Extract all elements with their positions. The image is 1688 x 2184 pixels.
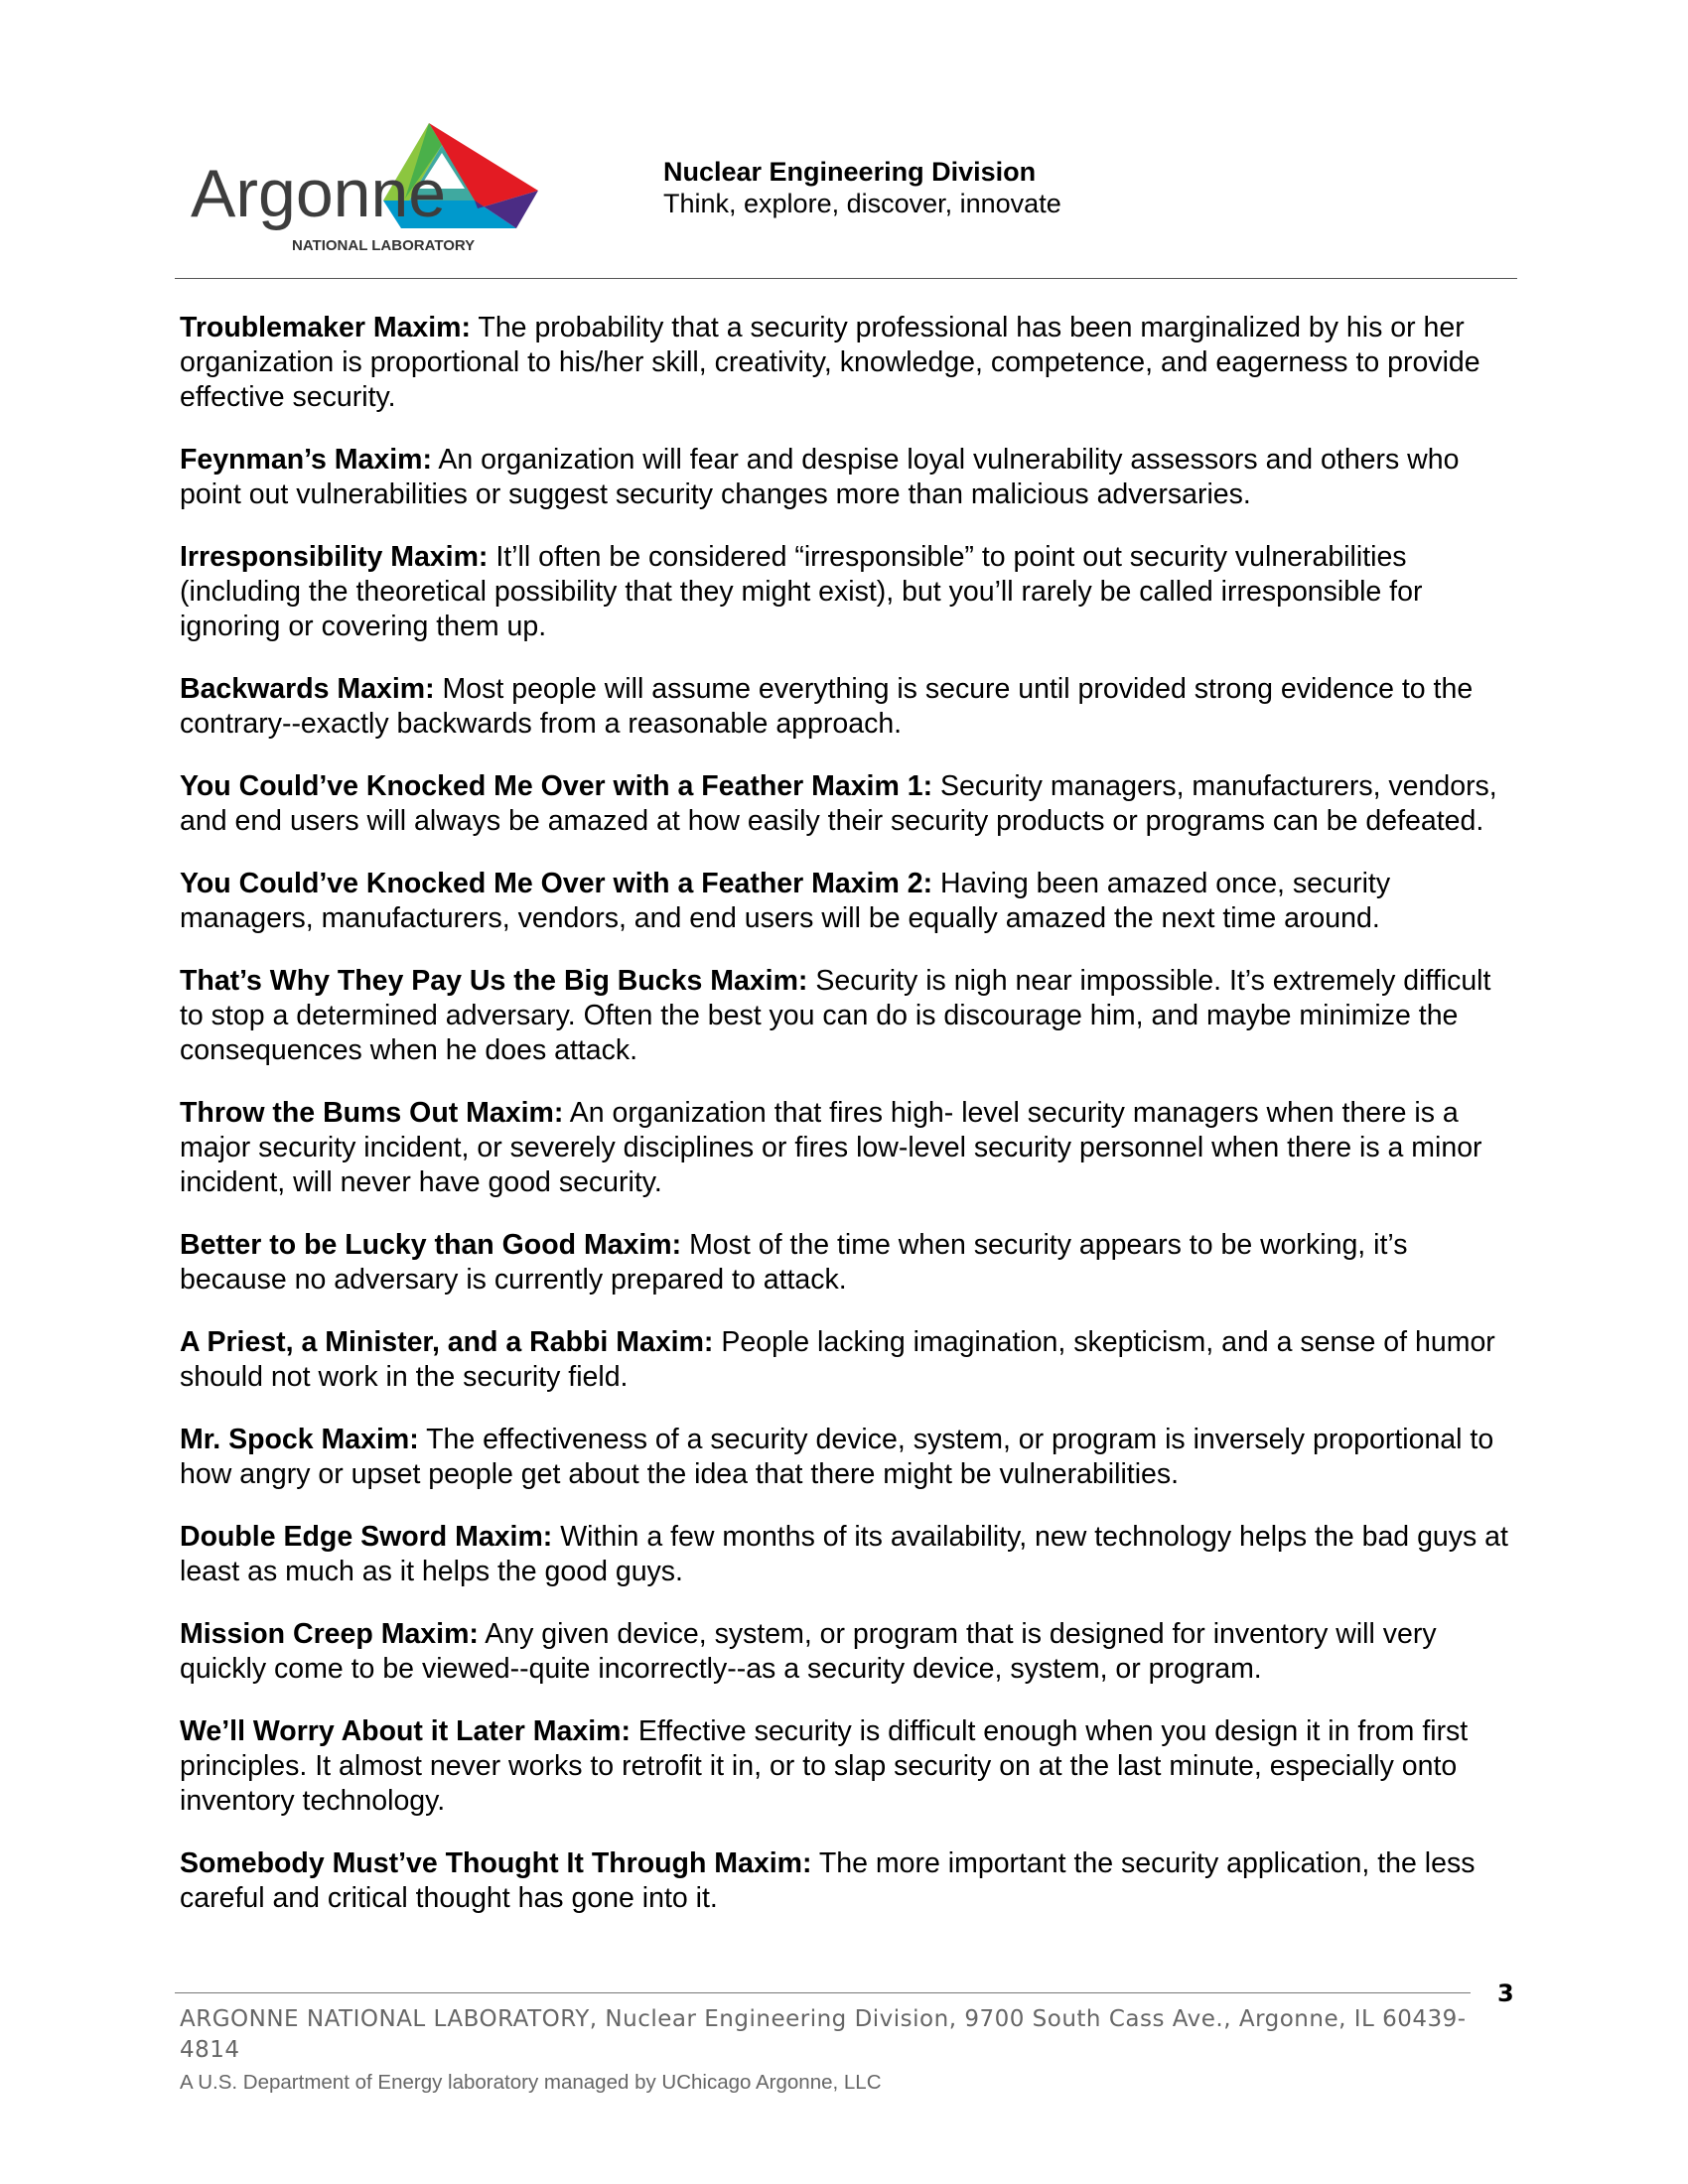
maxim-big-bucks: That’s Why They Pay Us the Big Bucks Maxim: Security is nigh near impossible. It’s extremely difficult to stop a determined adversary. Often the best you can do is discourage him, and maybe minimize the consequences when he does attack. (180, 965, 1491, 1066)
footer-rule (175, 1992, 1471, 1993)
header-rule (175, 278, 1517, 279)
maxim-worry-later: We’ll Worry About it Later Maxim: Effective security is difficult enough when you design it in from first principles. It almost never works to retrofit it in, or to slap security on at the last minute, especially onto inventory technology. (180, 1715, 1469, 1817)
division-header (663, 156, 1061, 219)
maxim-backwards: Backwards Maxim: Most people will assume everything is secure until provided strong evidence to the contrary--exactly backwards from a reasonable approach. (180, 673, 1474, 740)
maxim-lucky-than-good: Better to be Lucky than Good Maxim: Most of the time when security appears to be working, it’s because no adversary is currently prepared to attack. (180, 1229, 1408, 1296)
maxim-troublemaker: Troublemaker Maxim: The probability that a security professional has been marginalized by his or her organization is proportional to his/her skill, creativity, knowledge, competence, and eagerness to provide effective security. (180, 312, 1480, 413)
maxim-feynman: Feynman’s Maxim: An organization will fear and despise loyal vulnerability assessors and others who point out vulnerabilities or suggest security changes more than malicious adversaries. (180, 444, 1460, 510)
maxim-irresponsibility: Irresponsibility Maxim: It’ll often be considered “irresponsible” to point out security vulnerabilities (including the theoretical possibility that they might exist), but you’ll rarely be called irresponsible for ignoring or covering them up. (180, 541, 1423, 642)
division-name: Nuclear Engineering Division (663, 157, 1037, 187)
maxim-mr-spock: Mr. Spock Maxim: The effectiveness of a security device, system, or program is inversely proportional to how angry or upset people get about the idea that there might be vulnerabilities. (180, 1424, 1494, 1490)
maxim-feather-1: You Could’ve Knocked Me Over with a Feather Maxim 1: Security managers, manufacturers, vendors, and end users will always be amazed at how easily their security products or programs can be defeated. (180, 770, 1497, 837)
division-tagline: Think, explore, discover, innovate (663, 189, 1061, 218)
maxim-double-edge-sword: Double Edge Sword Maxim: Within a few months of its availability, new technology helps the bad guys at least as much as it helps the good guys. (180, 1521, 1508, 1587)
maxim-feather-2: You Could’ve Knocked Me Over with a Feather Maxim 2: Having been amazed once, security managers, manufacturers, vendors, and end users will be equally amazed the next time around. (180, 868, 1391, 934)
argonne-logo (189, 119, 546, 258)
maxim-priest-minister-rabbi: A Priest, a Minister, and a Rabbi Maxim: People lacking imagination, skepticism, and a sense of humor should not work in the security field. (180, 1326, 1495, 1393)
maxim-list (180, 311, 1520, 1944)
maxim-throw-bums-out: Throw the Bums Out Maxim: An organization that fires high- level security managers when there is a major security incident, or severely disciplines or fires low-level security personnel when there is a minor incident, will never have good security. (180, 1097, 1482, 1198)
footer-address: ARGONNE NATIONAL LABORATORY, Nuclear Engineering Division, 9700 South Cass Ave., Argonne, IL 60439-4814 (180, 2006, 1467, 2063)
logo-wordmark: Argonne (191, 156, 447, 231)
footer-doe-line: A U.S. Department of Energy laboratory managed by UChicago Argonne, LLC (180, 2071, 882, 2094)
maxim-mission-creep: Mission Creep Maxim: Any given device, system, or program that is designed for inventory will very quickly come to be viewed--quite incorrectly--as a security device, system, or program. (180, 1618, 1437, 1685)
maxim-thought-it-through: Somebody Must’ve Thought It Through Maxim: The more important the security application, the less careful and critical thought has gone into it. (180, 1847, 1476, 1914)
logo-subtitle: NATIONAL LABORATORY (292, 237, 476, 254)
page-number: 3 (1497, 1979, 1514, 2007)
